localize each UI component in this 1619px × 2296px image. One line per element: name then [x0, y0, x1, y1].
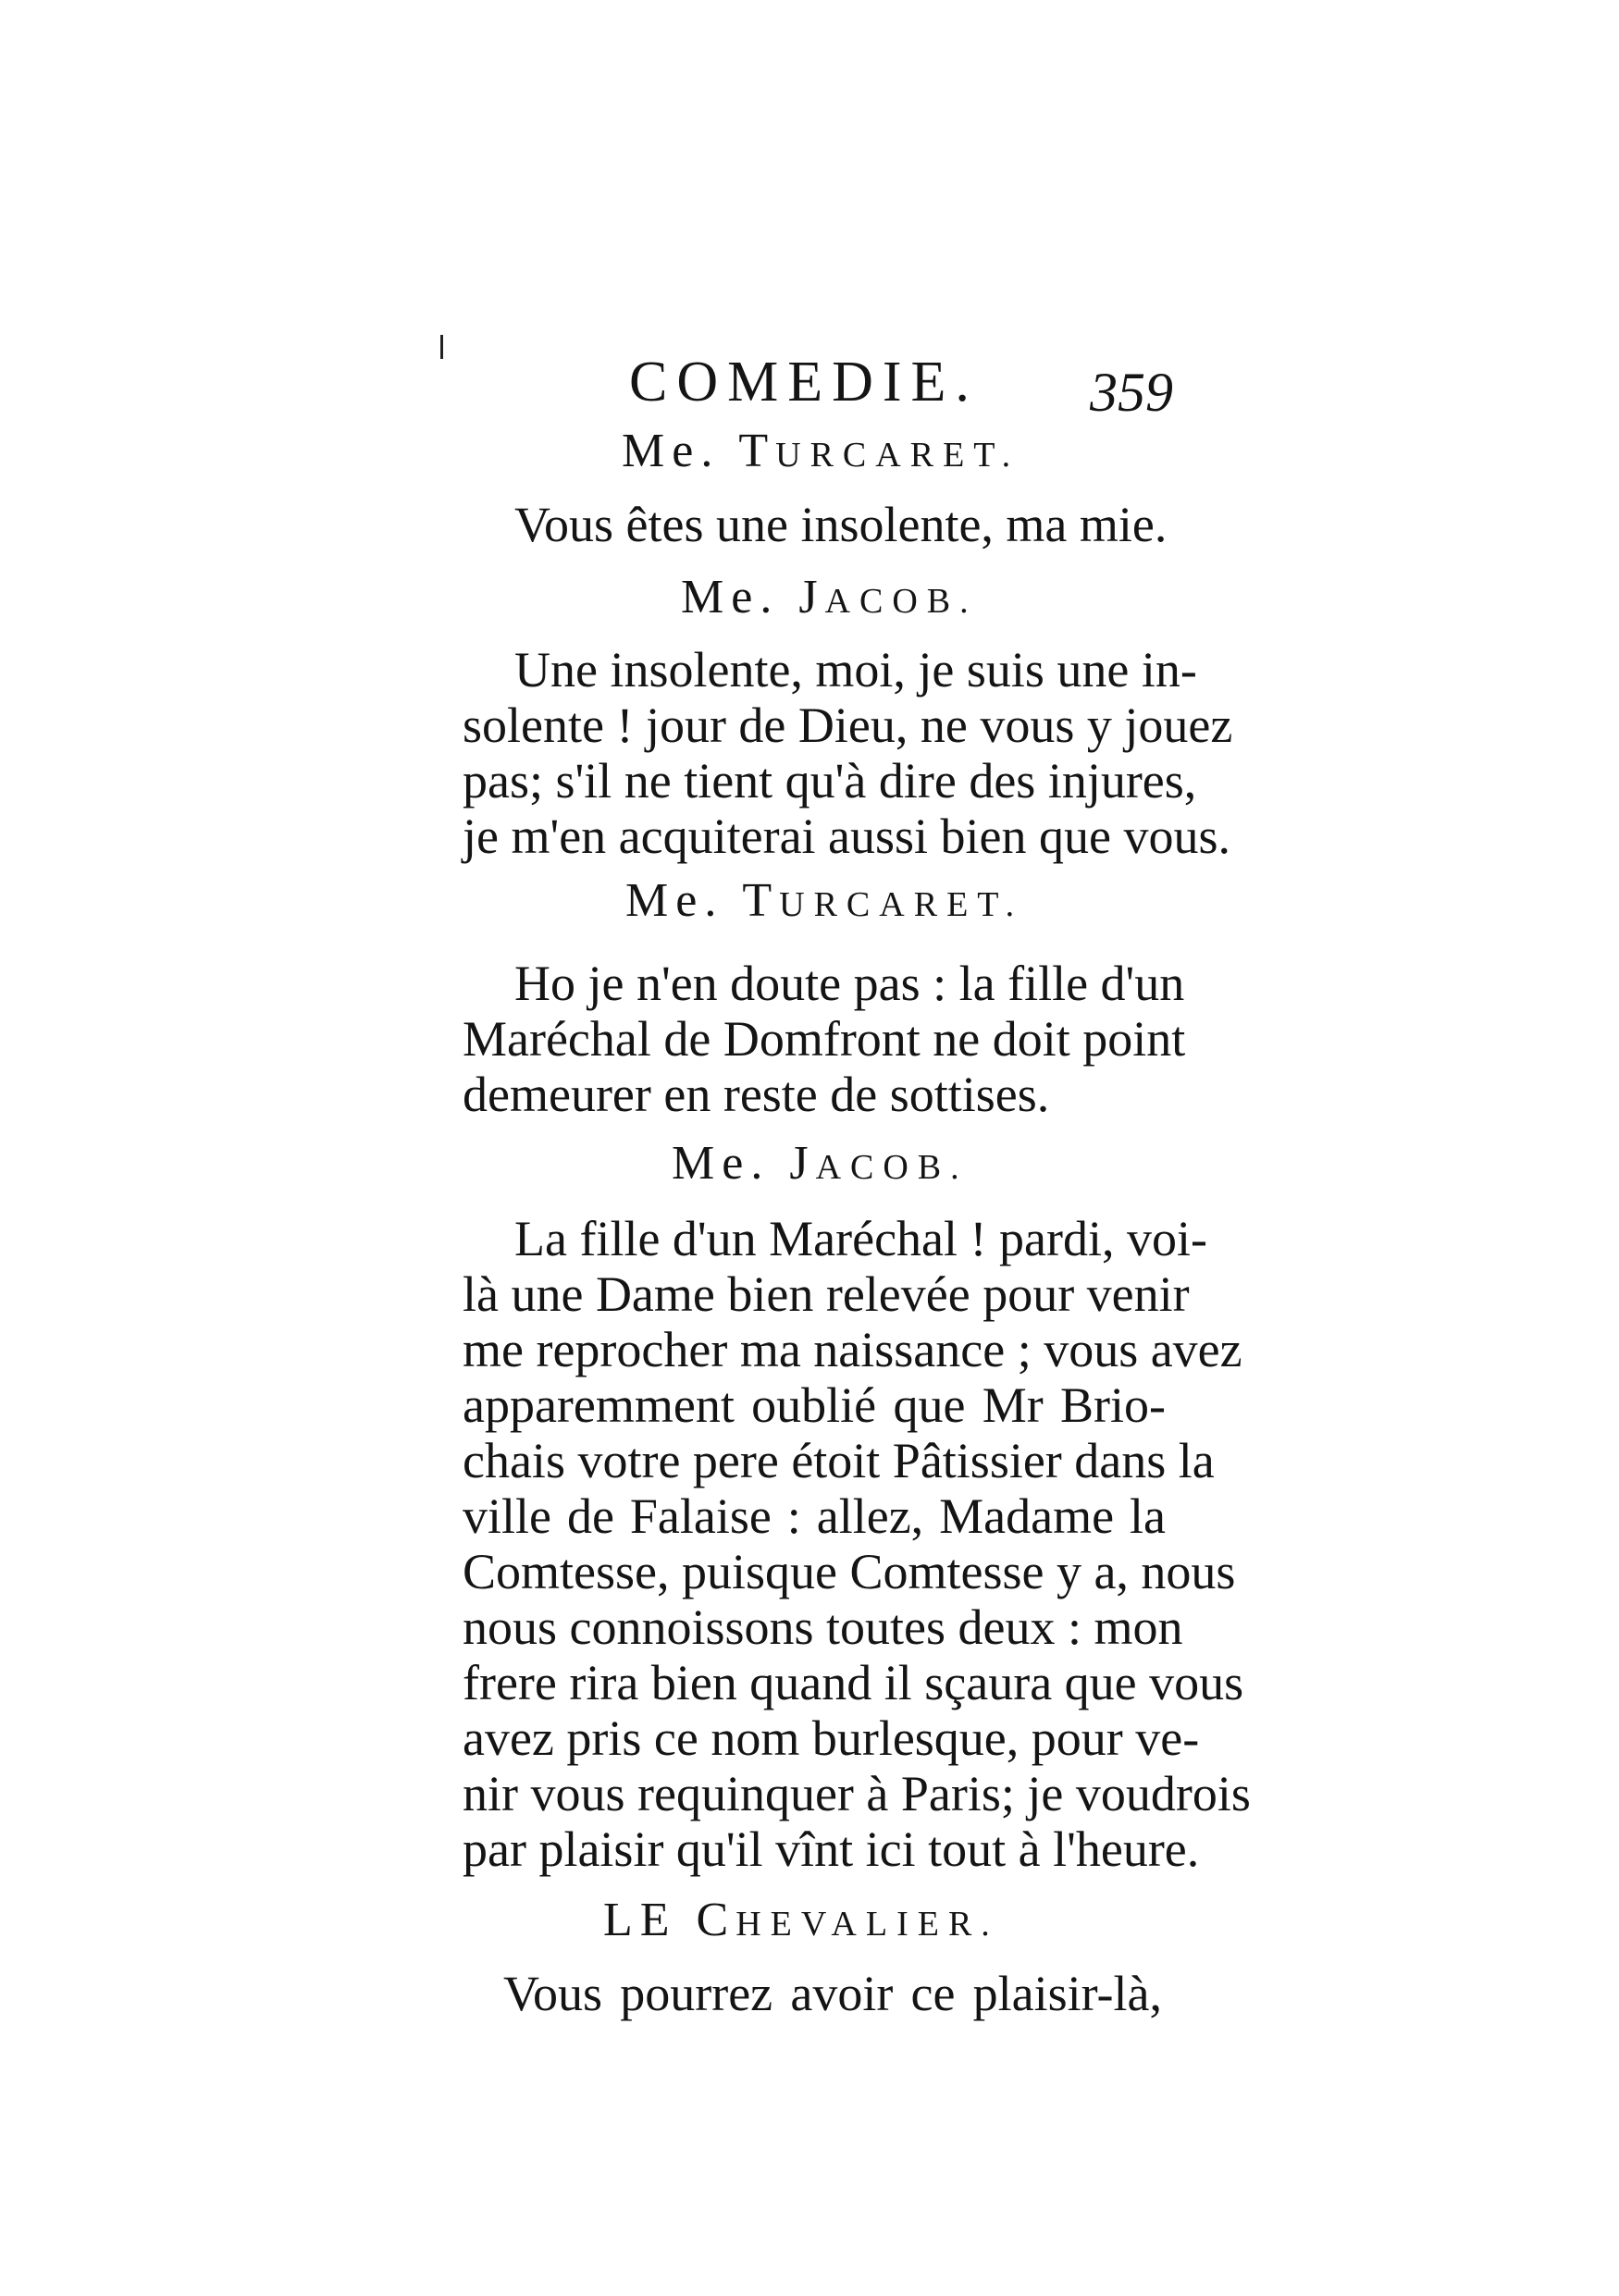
dialogue-line: solente ! jour de Dieu, ne vous y jouez — [463, 697, 1233, 753]
dialogue-line: demeurer en reste de sottises. — [463, 1067, 1050, 1122]
dialogue-line: avez pris ce nom burlesque, pour ve- — [463, 1710, 1200, 1766]
dialogue-line: nir vous requinquer à Paris; je voudrois — [463, 1766, 1251, 1821]
speaker-name: Me. JACOB. — [681, 571, 978, 623]
dialogue-line: ville de Falaise : allez, Madame la — [463, 1488, 1166, 1544]
dialogue-line: Une insolente, moi, je suis une in- — [514, 642, 1197, 697]
dialogue-line: Comtesse, puisque Comtesse y a, nous — [463, 1544, 1236, 1599]
dialogue-line: nous connoissons toutes deux : mon — [463, 1599, 1183, 1655]
dialogue-line: me reprocher ma naissance ; vous avez — [463, 1322, 1242, 1377]
speaker-name: LE CHEVALIER. — [603, 1894, 999, 1946]
dialogue-line: par plaisir qu'il vînt ici tout à l'heure. — [463, 1821, 1200, 1877]
dialogue-line: pas; s'il ne tient qu'à dire des injures, — [463, 753, 1197, 809]
dialogue-line: Vous pourrez avoir ce plaisir-là, — [503, 1966, 1162, 2021]
dialogue-line: frere rira bien quand il sçaura que vous — [463, 1655, 1244, 1710]
speaker-name: Me. TURCARET. — [625, 874, 1024, 927]
dialogue-line: là une Dame bien relevée pour venir — [463, 1266, 1190, 1322]
dialogue-line: apparemment oublié que Mr Brio- — [463, 1377, 1166, 1433]
page-number: 359 — [1090, 362, 1173, 423]
dialogue-line: Ho je n'en doute pas : la fille d'un — [514, 956, 1185, 1011]
running-head: COMEDIE. — [629, 351, 979, 414]
margin-mark — [440, 335, 443, 359]
dialogue-line: Maréchal de Domfront ne doit point — [463, 1011, 1186, 1067]
dialogue-line: je m'en acquiterai aussi bien que vous. — [463, 809, 1230, 864]
dialogue-line: La fille d'un Maréchal ! pardi, voi- — [514, 1211, 1207, 1266]
speaker-name: Me. JACOB. — [672, 1137, 969, 1190]
speaker-name: Me. TURCARET. — [622, 425, 1020, 477]
dialogue-line: chais votre pere étoit Pâtissier dans la — [463, 1433, 1215, 1488]
dialogue-line: Vous êtes une insolente, ma mie. — [514, 497, 1168, 552]
